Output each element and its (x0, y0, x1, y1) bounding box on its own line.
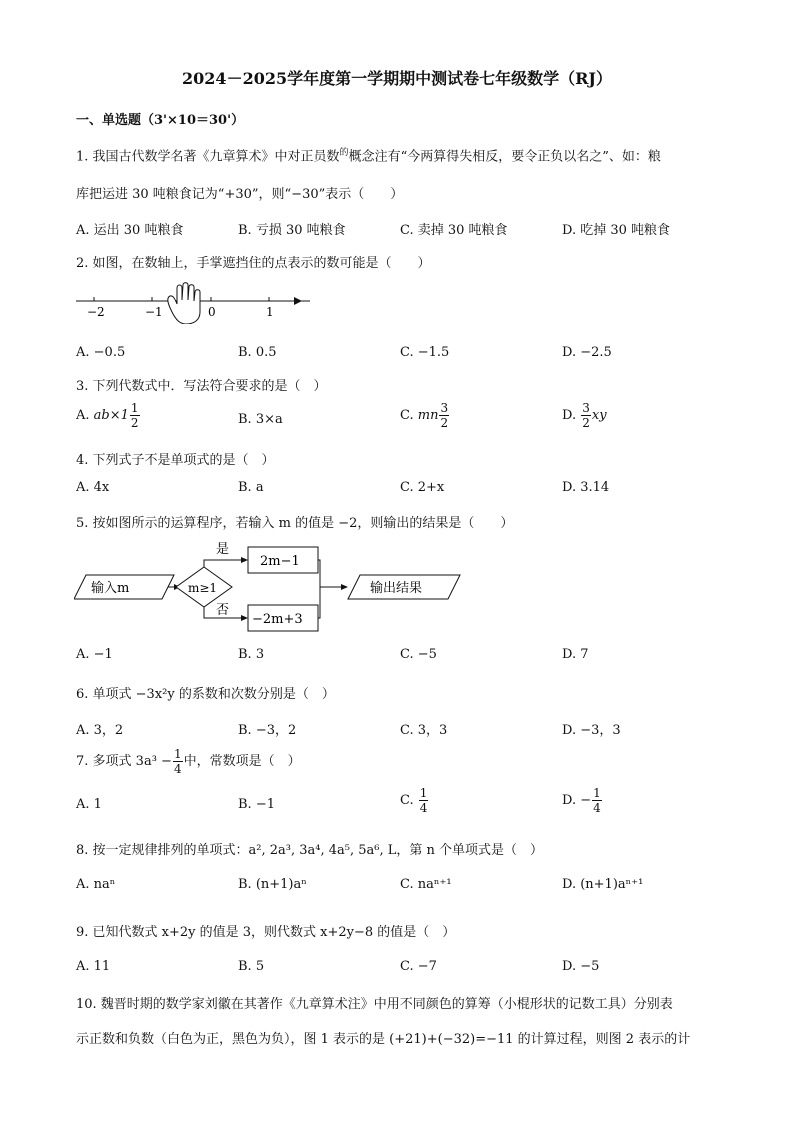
q1-option-a[interactable]: A. 运出 30 吨粮食 (76, 223, 184, 238)
q9-option-a[interactable]: A. 11 (76, 959, 111, 974)
q3-d-den: 2 (582, 416, 590, 430)
q3-option-a[interactable] (76, 402, 141, 429)
q9-option-b[interactable]: B. 5 (238, 959, 265, 974)
q7-c-num: 1 (419, 786, 428, 800)
q3-option-d[interactable] (562, 402, 607, 429)
input-label: 输入m (91, 581, 130, 596)
q1-text-b: 概念注有“今两算得失相反，要令正负以名之”、如：粮 (348, 149, 661, 165)
q7-d-num: 1 (593, 786, 601, 800)
q4-option-a[interactable]: A. 4x (76, 480, 110, 495)
q3-a-den: 2 (130, 416, 139, 430)
q7-option-b[interactable]: B. −1 (238, 797, 275, 812)
q7-num: 1 (173, 747, 182, 761)
question-7-stem (76, 748, 301, 775)
question-9-stem: 9. 已知代数式 x+2y 的值是 3，则代数式 x+2y−8 的值是（ ） (76, 925, 456, 940)
q7-d-den: 4 (593, 801, 601, 815)
condition-label: m≥1 (188, 581, 218, 595)
top-box-label: 2m−1 (260, 554, 300, 569)
section-heading: 一、单选题（3'×10＝30'） (76, 113, 245, 128)
q8-option-c[interactable]: C. naⁿ⁺¹ (400, 877, 452, 892)
question-5-stem: 5. 按如图所示的运算程序，若输入 m 的值是 −2，则输出的结果是（ ） (76, 516, 514, 531)
axis-arrow (294, 297, 302, 305)
q1-option-c[interactable]: C. 卖掉 30 吨粮食 (400, 223, 508, 238)
q7-stem-post: 中，常数项是（ ） (183, 754, 301, 769)
question-8-stem: 8. 按一定规律排列的单项式：a², 2a³, 3a⁴, 4a⁵, 5a⁶, L，第 n 个单项式是（ ） (76, 843, 544, 858)
q7-frac (173, 748, 183, 775)
flowchart-figure (74, 538, 464, 634)
q3-option-b[interactable]: B. 3×a (238, 412, 283, 427)
q6-option-b[interactable]: B. −3，2 (238, 723, 297, 738)
q3-d-expr: xy (591, 408, 607, 423)
q1-sup: 的 (339, 148, 349, 158)
q5-option-a[interactable]: A. −1 (76, 647, 113, 662)
yes-label: 是 (216, 542, 230, 557)
q4-option-b[interactable]: B. a (238, 480, 264, 495)
question-2-stem: 2. 如图，在数轴上，手掌遮挡住的点表示的数可能是（ ） (76, 256, 431, 271)
q5-option-c[interactable]: C. −5 (400, 647, 437, 662)
q7-d-label: D. − (562, 793, 592, 808)
q3-a-label: A. (76, 408, 90, 423)
q5-option-d[interactable]: D. 7 (562, 647, 589, 662)
q3-d-label: D. (562, 408, 577, 423)
q3-d-num: 3 (582, 401, 590, 415)
q8-option-a[interactable]: A. naⁿ (76, 877, 116, 892)
q7-den: 4 (173, 762, 182, 776)
bottom-box-label: −2m+3 (252, 612, 303, 627)
q2-option-d[interactable]: D. −2.5 (562, 345, 612, 360)
question-10-line-2: 示正数和负数（白色为正，黑色为负），图 1 表示的是 (+21)+(−32)=−11 的计算过程，则图 2 表示的计 (76, 1032, 691, 1047)
q1-option-d[interactable]: D. 吃掉 30 吨粮食 (562, 223, 671, 238)
q2-option-b[interactable]: B. 0.5 (238, 345, 277, 360)
number-line-figure (70, 282, 310, 324)
q3-c-label: C. (400, 408, 414, 423)
hand-icon (168, 283, 200, 324)
q7-d-frac (592, 787, 602, 814)
q3-c-num: 3 (440, 401, 449, 415)
q2-option-a[interactable]: A. −0.5 (76, 345, 126, 360)
q1-text-a: 1. 我国古代数学名著《九章算术》中对正员数 (76, 149, 340, 165)
q3-c-expr: mn (417, 408, 439, 423)
question-4-stem: 4. 下列式子不是单项式的是（ ） (76, 453, 275, 468)
question-1-line-2: 库把运进 30 吨粮食记为“+30”，则“−30”表示（ ） (76, 187, 404, 202)
q3-option-c[interactable] (400, 402, 450, 429)
q7-option-a[interactable]: A. 1 (76, 797, 102, 812)
q7-option-d[interactable] (562, 787, 603, 814)
q2-option-c[interactable]: C. −1.5 (400, 345, 450, 360)
q6-option-d[interactable]: D. −3，3 (562, 723, 621, 738)
output-label: 输出结果 (370, 581, 423, 596)
q6-option-a[interactable]: A. 3，2 (76, 723, 124, 738)
q7-option-c[interactable] (400, 787, 429, 814)
q8-option-d[interactable]: D. (n+1)aⁿ⁺¹ (562, 877, 644, 892)
q8-option-b[interactable]: B. (n+1)aⁿ (238, 877, 307, 892)
q6-option-c[interactable]: C. 3，3 (400, 723, 448, 738)
q7-c-den: 4 (419, 801, 428, 815)
q3-a-frac (130, 402, 140, 429)
question-3-stem: 3. 下列代数式中．写法符合要求的是（ ） (76, 379, 327, 394)
q7-c-label: C. (400, 793, 414, 808)
page-title: 2024－2025学年度第一学期期中测试卷七年级数学（RJ） (182, 69, 612, 88)
q3-c-frac (439, 402, 449, 429)
q9-option-c[interactable]: C. −7 (400, 959, 437, 974)
tick-label-minus-2: −2 (87, 305, 105, 319)
q4-option-d[interactable]: D. 3.14 (562, 480, 610, 495)
q3-a-num: 1 (130, 401, 139, 415)
q3-c-den: 2 (440, 416, 449, 430)
q4-option-c[interactable]: C. 2+x (400, 480, 445, 495)
tick-label-0: 0 (208, 305, 216, 319)
tick-label-1: 1 (266, 305, 274, 319)
q3-d-frac (581, 402, 591, 429)
question-6-stem: 6. 单项式 −3x²y 的系数和次数分别是（ ） (76, 687, 335, 702)
q3-a-expr: ab×1 (93, 408, 129, 423)
q1-option-b[interactable]: B. 亏损 30 吨粮食 (238, 223, 346, 238)
q7-stem-pre: 7. 多项式 3a³ − (76, 754, 172, 769)
q5-option-b[interactable]: B. 3 (238, 647, 265, 662)
question-1-line-1 (76, 145, 661, 164)
no-label: 否 (216, 603, 230, 618)
q7-c-frac (419, 787, 429, 814)
question-10-line-1: 10. 魏晋时期的数学家刘徽在其著作《九章算术注》中用不同颜色的算筹（小棍形状的记数工具）分别表 (76, 997, 673, 1012)
q9-option-d[interactable]: D. −5 (562, 959, 600, 974)
tick-label-minus-1: −1 (145, 305, 163, 319)
